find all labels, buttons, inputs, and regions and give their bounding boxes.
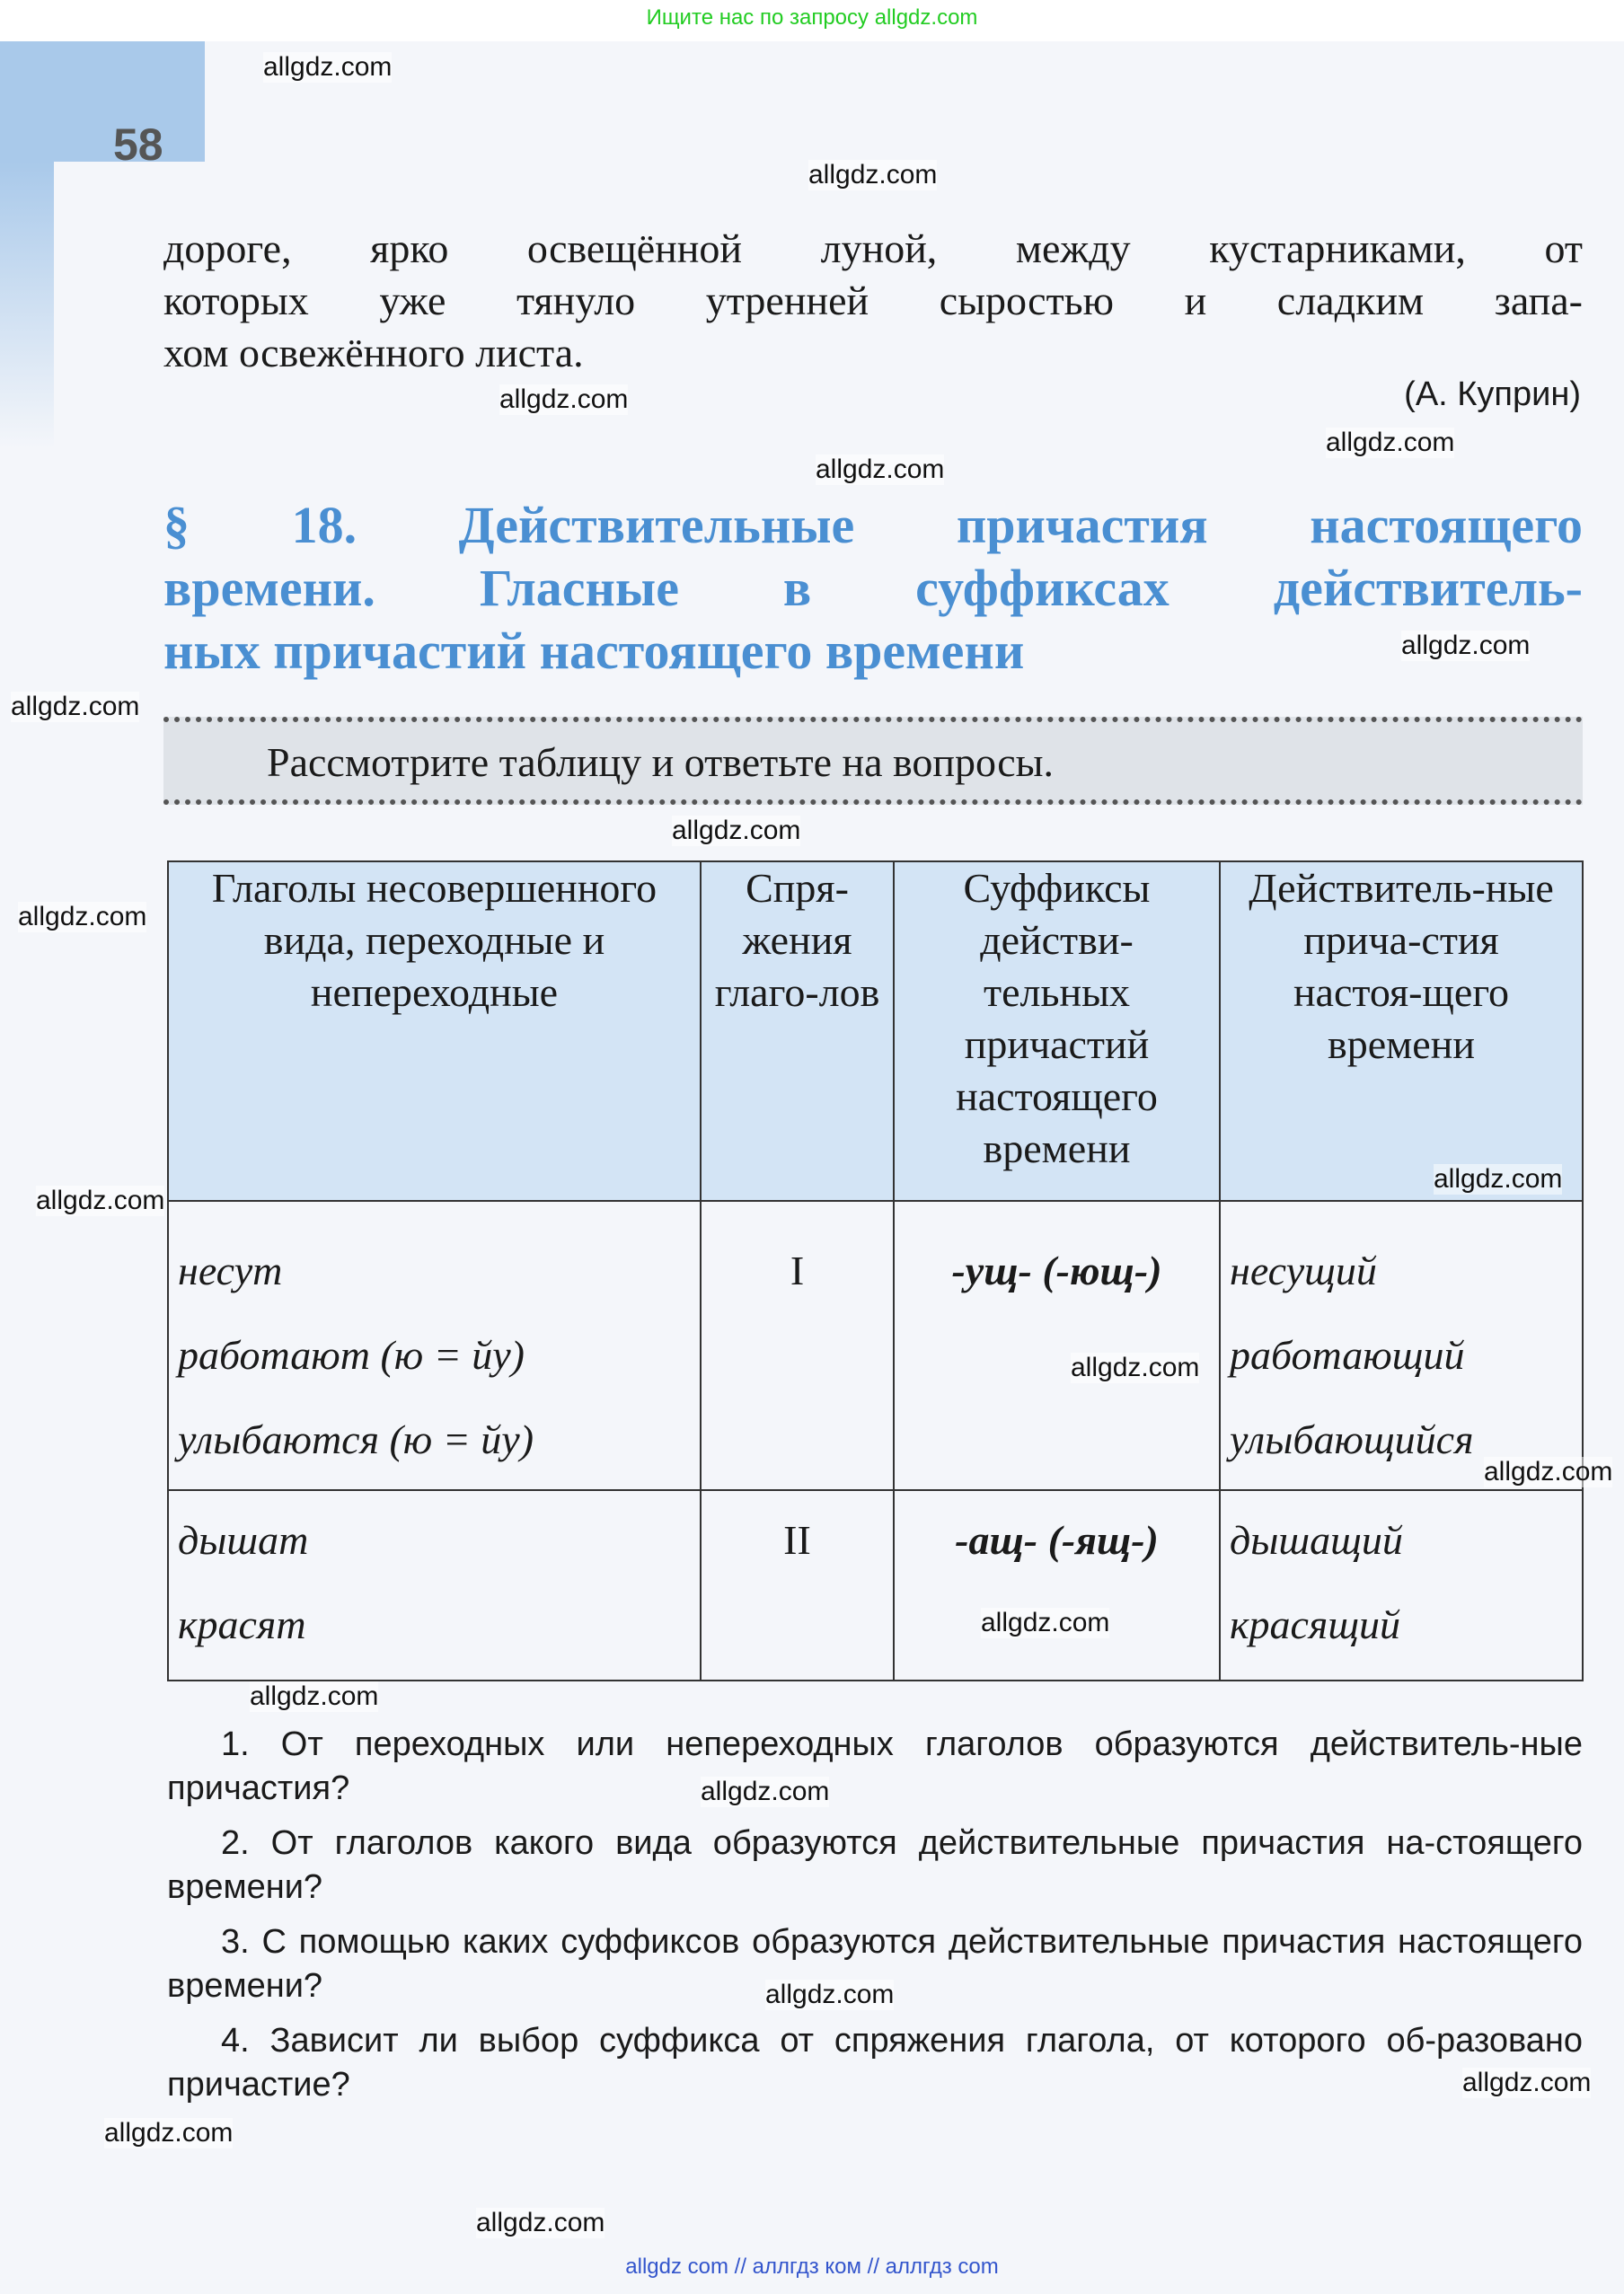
paragraph-line: хом освежённого листа. <box>163 330 584 375</box>
verb: дышат <box>178 1517 309 1563</box>
participle: улыбающийся <box>1230 1416 1474 1462</box>
watermark: allgdz.com <box>701 1777 830 1806</box>
table-row <box>168 1490 1583 1681</box>
watermark: allgdz.com <box>1071 1353 1200 1382</box>
verbs-cell <box>168 1201 701 1490</box>
watermark: allgdz.com <box>263 52 393 82</box>
question-4: 4. Зависит ли выбор суффикса от спряжения глагола, от которого об-разовано причастие? <box>167 2022 1583 2104</box>
watermark: allgdz.com <box>1434 1164 1563 1194</box>
verb: несут <box>178 1248 283 1293</box>
verbs-cell <box>168 1490 701 1681</box>
watermark: allgdz.com <box>1326 428 1455 457</box>
task-box <box>163 717 1583 805</box>
suffix: -ащ- (-ящ-) <box>955 1517 1159 1563</box>
watermark: allgdz.com <box>18 902 147 931</box>
verb: красят <box>178 1601 306 1647</box>
suffix-cell <box>894 1490 1220 1681</box>
verb: улыбаются (ю = йу) <box>178 1416 534 1462</box>
participles-cell <box>1220 1490 1583 1681</box>
section-heading <box>163 494 1583 683</box>
heading-line: времени. Гласные в суффиксах действитель- <box>163 559 1583 617</box>
top-banner[interactable]: Ищите нас по запросу allgdz.com <box>0 0 1624 41</box>
participle: дышащий <box>1230 1517 1403 1563</box>
watermark: allgdz.com <box>476 2208 605 2237</box>
watermark: allgdz.com <box>250 1681 379 1711</box>
task-text: Рассмотрите таблицу и ответьте на вопросы. <box>267 739 1055 785</box>
watermark: allgdz.com <box>765 1980 895 2009</box>
quote-paragraph <box>163 223 1583 379</box>
header-participles: Действитель-ные прича-стия настоя-щего времени <box>1220 861 1583 1201</box>
question-1: 1. От переходных или непереходных глаголов образуются действитель-ные причастия? <box>167 1725 1583 1807</box>
paragraph-line: которых уже тянуло утренней сыростью и сладким запа- <box>163 278 1583 323</box>
watermark: allgdz.com <box>1462 2068 1592 2097</box>
watermark: allgdz.com <box>981 1608 1110 1637</box>
participle: красящий <box>1230 1601 1401 1647</box>
watermark: allgdz.com <box>1484 1457 1613 1487</box>
watermark: allgdz.com <box>1401 631 1531 660</box>
page-edge-decoration <box>0 162 54 449</box>
conjugation: I <box>790 1248 805 1293</box>
participle: несущий <box>1230 1248 1377 1293</box>
conjugation: II <box>783 1517 811 1563</box>
watermark: allgdz.com <box>11 692 140 721</box>
table-row <box>168 1201 1583 1490</box>
participles-cell <box>1220 1201 1583 1490</box>
conjugation-cell <box>701 1490 894 1681</box>
footer-links[interactable]: allgdz com // аллгдз ком // аллгдз com <box>625 2254 999 2279</box>
watermark: allgdz.com <box>36 1186 165 1215</box>
participle: работающий <box>1230 1332 1465 1378</box>
question-2: 2. От глаголов какого вида образуются действительные причастия на-стоящего времени? <box>167 1824 1583 1906</box>
watermark: allgdz.com <box>808 160 938 190</box>
question-3: 3. С помощью каких суффиксов образуются действительные причастия настоящего времени? <box>167 1923 1583 2005</box>
conjugation-cell <box>701 1201 894 1490</box>
header-suffixes: Суффиксы действи-тельных причастий настоящего времени <box>894 861 1220 1201</box>
watermark: allgdz.com <box>499 384 629 414</box>
table-header-row <box>168 861 1583 1201</box>
heading-line: ных причастий настоящего времени <box>163 622 1025 680</box>
page-number: 58 <box>113 119 163 170</box>
verb: работают (ю = йу) <box>178 1332 525 1378</box>
participles-table <box>167 860 1584 1681</box>
watermark: allgdz.com <box>104 2118 234 2148</box>
heading-line: § 18. Действительные причастия настоящего <box>163 496 1583 554</box>
page-corner-decoration <box>0 41 205 162</box>
paragraph-line: дороге, ярко освещённой луной, между кустарниками, от <box>163 225 1583 271</box>
watermark: allgdz.com <box>672 816 801 845</box>
watermark: allgdz.com <box>816 454 945 484</box>
quote-author: (А. Куприн) <box>1404 375 1581 413</box>
header-conjugation: Спря-жения глаго-лов <box>701 861 894 1201</box>
suffix: -ущ- (-ющ-) <box>951 1248 1162 1293</box>
suffix-cell <box>894 1201 1220 1490</box>
header-verbs: Глаголы несовершенного вида, переходные и непереходные <box>168 861 701 1201</box>
